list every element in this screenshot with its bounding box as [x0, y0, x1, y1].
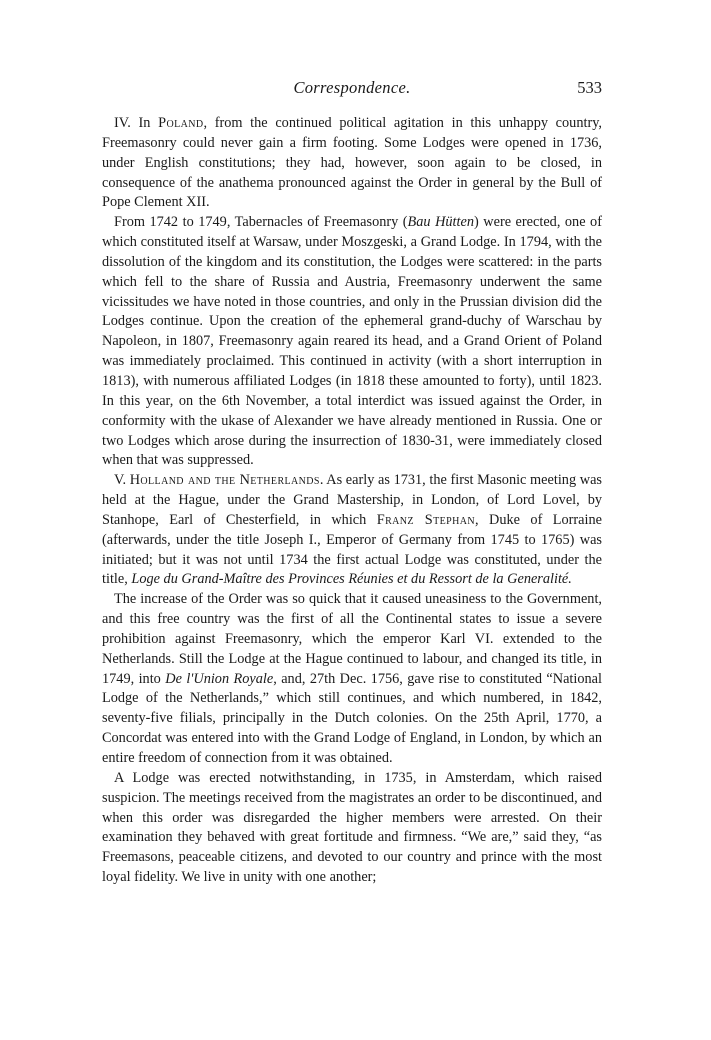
text-segment: From 1742 to 1749, Tabernacles of Freemasonry (	[114, 214, 408, 231]
text-segment: , from the continued political agitation in this unhappy country, Freemasonry could never gain a firm footing. Some Lodges were opened in 1736, under English constitutions; they had, however, soon again to be closed, in consequence of the anathema pronounced against the Order in general by the Bull of Pope Clement XII.	[102, 115, 602, 211]
small-caps-text: Poland	[158, 115, 204, 131]
page-number: 533	[577, 78, 602, 97]
small-caps-text: Holland and the Netherlands	[129, 472, 320, 489]
italic-text: Loge du Grand-Maître des Provinces Réunies et du Ressort de la Generalité.	[131, 571, 572, 588]
text-segment: A Lodge was erected notwithstanding, in 1735, in Amsterdam, which raised suspicion. The meetings received from the magistrates an order to be discontinued, and when this order was disregarded the higher members were arrested. On their examination they behaved with great fortitude and firmness. “We are,” said they, “as Freemasons, peaceable citizens, and devoted to our country and prince with the most loyal fidelity. We live in unity with one another;	[102, 769, 602, 886]
page-header	[102, 78, 602, 102]
paragraph	[102, 769, 602, 888]
text-segment: ) were erected, one of which constituted itself at Warsaw, under Moszgeski, a Grand Lodge. In 1794, with the dissolution of the kingdom and its constitution, the Lodges were scattered: in the parts which fell to the share of Russia and Austria, Freemasonry underwent the same vicissitudes we have noted in those countries, and only in the Prussian division did the Lodges continue. Upon the creation of the ephemeral grand-duchy of Warschau by Napoleon, in 1807, Freemasonry again reared its head, and a Grand Orient of Poland was immediately proclaimed. This continued in activity (with a short interruption in 1813), with numerous affiliated Lodges (in 1818 these amounted to forty), until 1823. In this year, on the 6th November, a total interdict was issued against the Order, in conformity with the ukase of Alexander we have already mentioned in Russia. One or two Lodges which arose during the insurrection of 1830-31, were immediately closed when that was suppressed.	[102, 214, 602, 469]
body-text	[102, 114, 602, 888]
text-segment: , and, 27th Dec. 1756, gave rise to constituted “National Lodge of the Netherlands,” which still continues, and which numbered, in 1842, seventy-five filials, principally in the Dutch colonies. On the 25th April, 1770, a Concordat was entered into with the Grand Lodge of England, in London, by which an entire freedom of connection from it was obtained.	[102, 670, 602, 766]
italic-text: De l'Union Royale	[165, 670, 274, 687]
small-caps-text: Franz Stephan	[376, 511, 475, 528]
paragraph	[102, 590, 602, 769]
paragraph	[102, 114, 602, 213]
text-segment: The increase of the Order was so quick that it caused uneasiness to the Government, and this free country was the first of all the Continental states to issue a severe prohibition against Freemasonry, which the emperor Karl VI. extended to the Netherlands. Still the Lodge at the Hague continued to labour, and changed its title, in 1749, into	[102, 591, 602, 687]
text-segment: , Duke of Lorraine (afterwards, under the title Joseph I., Emperor of Germany from 1745 to 1765) was initiated; but it was not until 1734 the first actual Lodge was constituted, under the title,	[102, 511, 602, 588]
book-page	[102, 78, 602, 888]
italic-text: Bau Hütten	[407, 214, 474, 231]
text-segment: IV. In	[114, 115, 159, 131]
paragraph	[102, 213, 602, 471]
paragraph	[102, 471, 602, 590]
running-title: Correspondence.	[293, 78, 411, 97]
text-segment: . As early as 1731, the first Masonic meeting was held at the Hague, under the Grand Mastership, in London, of Lord Lovel, by Stanhope, Earl of Chesterfield, in which	[102, 472, 602, 528]
text-segment: V.	[114, 472, 130, 489]
